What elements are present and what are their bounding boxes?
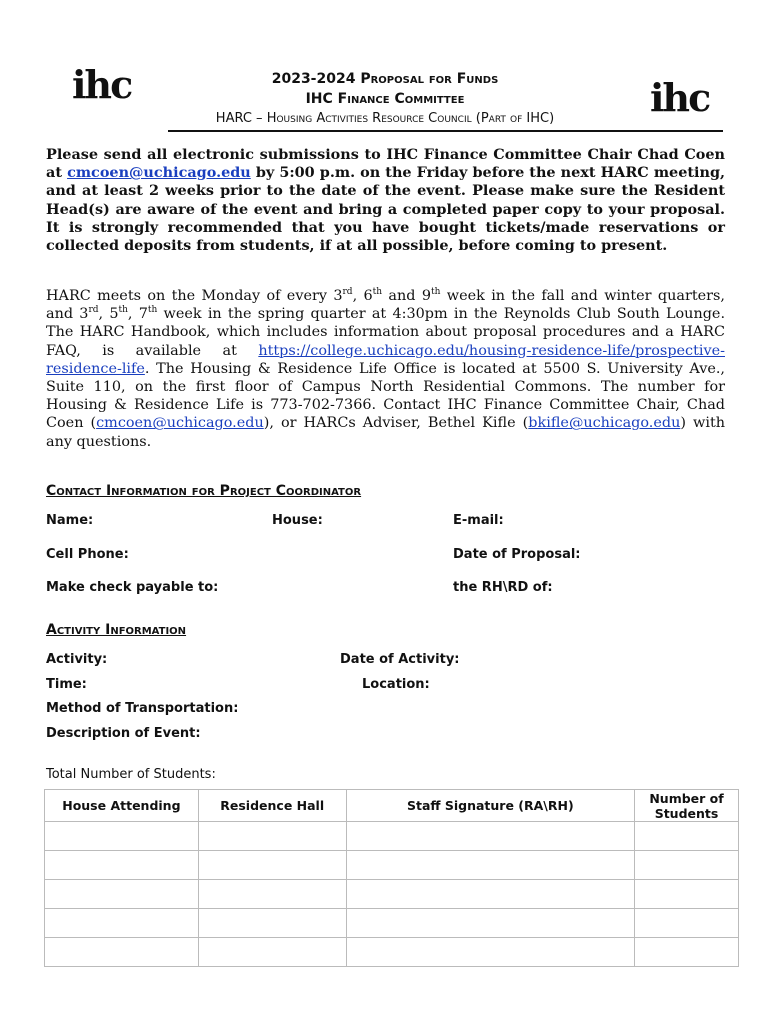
col-staff-signature: Staff Signature (RA\RH) — [346, 790, 634, 822]
table-row — [45, 938, 739, 967]
meeting-text: , 7 — [127, 306, 148, 323]
table-cell[interactable] — [635, 909, 739, 938]
table-cell[interactable] — [45, 880, 199, 909]
name-label: Name: — [46, 513, 94, 528]
email-label: E-mail: — [453, 513, 504, 528]
ordinal: rd — [88, 305, 99, 316]
table-cell[interactable] — [198, 822, 346, 851]
ordinal: th — [372, 287, 383, 298]
table-row — [45, 851, 739, 880]
meeting-text: HARC meets on the Monday of every 3 — [46, 288, 343, 304]
chair-email-link[interactable]: cmcoen@uchicago.edu — [67, 164, 251, 182]
form-title: 2023-2024 Proposal for Funds — [271, 71, 499, 87]
activity-section-heading: Activity Information — [46, 622, 187, 638]
table-cell[interactable] — [346, 880, 634, 909]
table-cell[interactable] — [45, 822, 199, 851]
ihc-logo-left: ihc — [72, 62, 132, 107]
meeting-text: and 9 — [382, 288, 431, 304]
ordinal: th — [431, 287, 441, 298]
table-cell[interactable] — [198, 880, 346, 909]
table-cell[interactable] — [346, 851, 634, 880]
meeting-text: , 5 — [98, 306, 119, 323]
table-row — [45, 909, 739, 938]
table-cell[interactable] — [45, 851, 199, 880]
table-cell[interactable] — [346, 822, 634, 851]
location-label: Location: — [362, 677, 430, 692]
activity-label: Activity: — [46, 652, 108, 667]
table-header-row — [45, 790, 739, 822]
contact-section-heading: Contact Information for Project Coordinator — [46, 483, 362, 499]
meeting-text: . The Housing & Residence Life Office is located at 5500 S. University Ave., Suite 110, on the first floor of Campus North Residential Commons. The number for Housing & Residence Life is 773-702-7366. Contact IHC Finance Committee Chair, Chad Coen ( — [46, 360, 725, 432]
house-label: House: — [272, 513, 323, 528]
table-cell[interactable] — [346, 909, 634, 938]
table-cell[interactable] — [635, 938, 739, 967]
total-students-label: Total Number of Students: — [46, 767, 216, 782]
ordinal: rd — [342, 287, 353, 298]
table-cell[interactable] — [45, 909, 199, 938]
meeting-text: ) with any questions. — [46, 415, 725, 450]
col-residence-hall: Residence Hall — [198, 790, 346, 822]
attendance-table — [44, 789, 739, 967]
handbook-link[interactable]: https://college.uchicago.edu/housing-residence-life/prospective-residence-life — [46, 342, 725, 377]
table-cell[interactable] — [635, 822, 739, 851]
table-cell[interactable] — [635, 851, 739, 880]
table-cell[interactable] — [198, 909, 346, 938]
description-label: Description of Event: — [46, 726, 201, 741]
col-number-of-students: Number of Students — [635, 790, 739, 822]
col-house-attending: House Attending — [45, 790, 199, 822]
check-payable-label: Make check payable to: — [46, 580, 219, 595]
ihc-logo-right: ihc — [650, 75, 710, 120]
date-of-activity-label: Date of Activity: — [340, 652, 460, 667]
meeting-info — [46, 287, 725, 451]
rh-rd-label: the RH\RD of: — [453, 580, 553, 595]
table-cell[interactable] — [346, 938, 634, 967]
table-cell[interactable] — [198, 938, 346, 967]
date-of-proposal-label: Date of Proposal: — [453, 547, 581, 562]
adviser-email-link[interactable]: bkifle@uchicago.edu — [528, 415, 681, 432]
table-cell[interactable] — [198, 851, 346, 880]
meeting-text: , 6 — [352, 288, 373, 304]
transportation-label: Method of Transportation: — [46, 701, 239, 716]
ordinal: th — [147, 305, 158, 316]
header-rule — [168, 130, 723, 132]
instr-text: by 5:00 p.m. on the Friday before the next HARC meeting, and at least 2 weeks prior to the date of the event. Please make sure the Resident Head(s) are aware of the event and bring a completed paper copy to your proposal. It is strongly recommended that you have bought tickets/made reservations or collected deposits from students, if at all possible, before coming to present. — [46, 164, 726, 255]
time-label: Time: — [46, 677, 87, 692]
chair-email-link-2[interactable]: cmcoen@uchicago.edu — [96, 415, 264, 432]
table-row — [45, 880, 739, 909]
table-cell[interactable] — [635, 880, 739, 909]
meeting-text: ), or HARCs Adviser, Bethel Kifle ( — [263, 415, 529, 432]
table-row — [45, 822, 739, 851]
table-cell[interactable] — [45, 938, 199, 967]
meeting-text: week in the spring quarter at 4:30pm in the Reynolds Club South Lounge. The HARC Handbook, which includes information about proposal procedures and a HARC FAQ, is available at — [46, 306, 726, 359]
committee-title: IHC Finance Committee — [305, 91, 465, 107]
instr-text: Please send all electronic submissions to IHC Finance Committee Chair Chad Coen at — [46, 146, 725, 182]
meeting-text: week in the fall and winter quarters, and 3 — [46, 288, 725, 323]
cell-phone-label: Cell Phone: — [46, 547, 129, 562]
ordinal: th — [118, 305, 128, 316]
submission-instructions — [46, 146, 725, 255]
harc-subtitle: HARC – Housing Activities Resource Council (Part of IHC) — [215, 111, 555, 126]
